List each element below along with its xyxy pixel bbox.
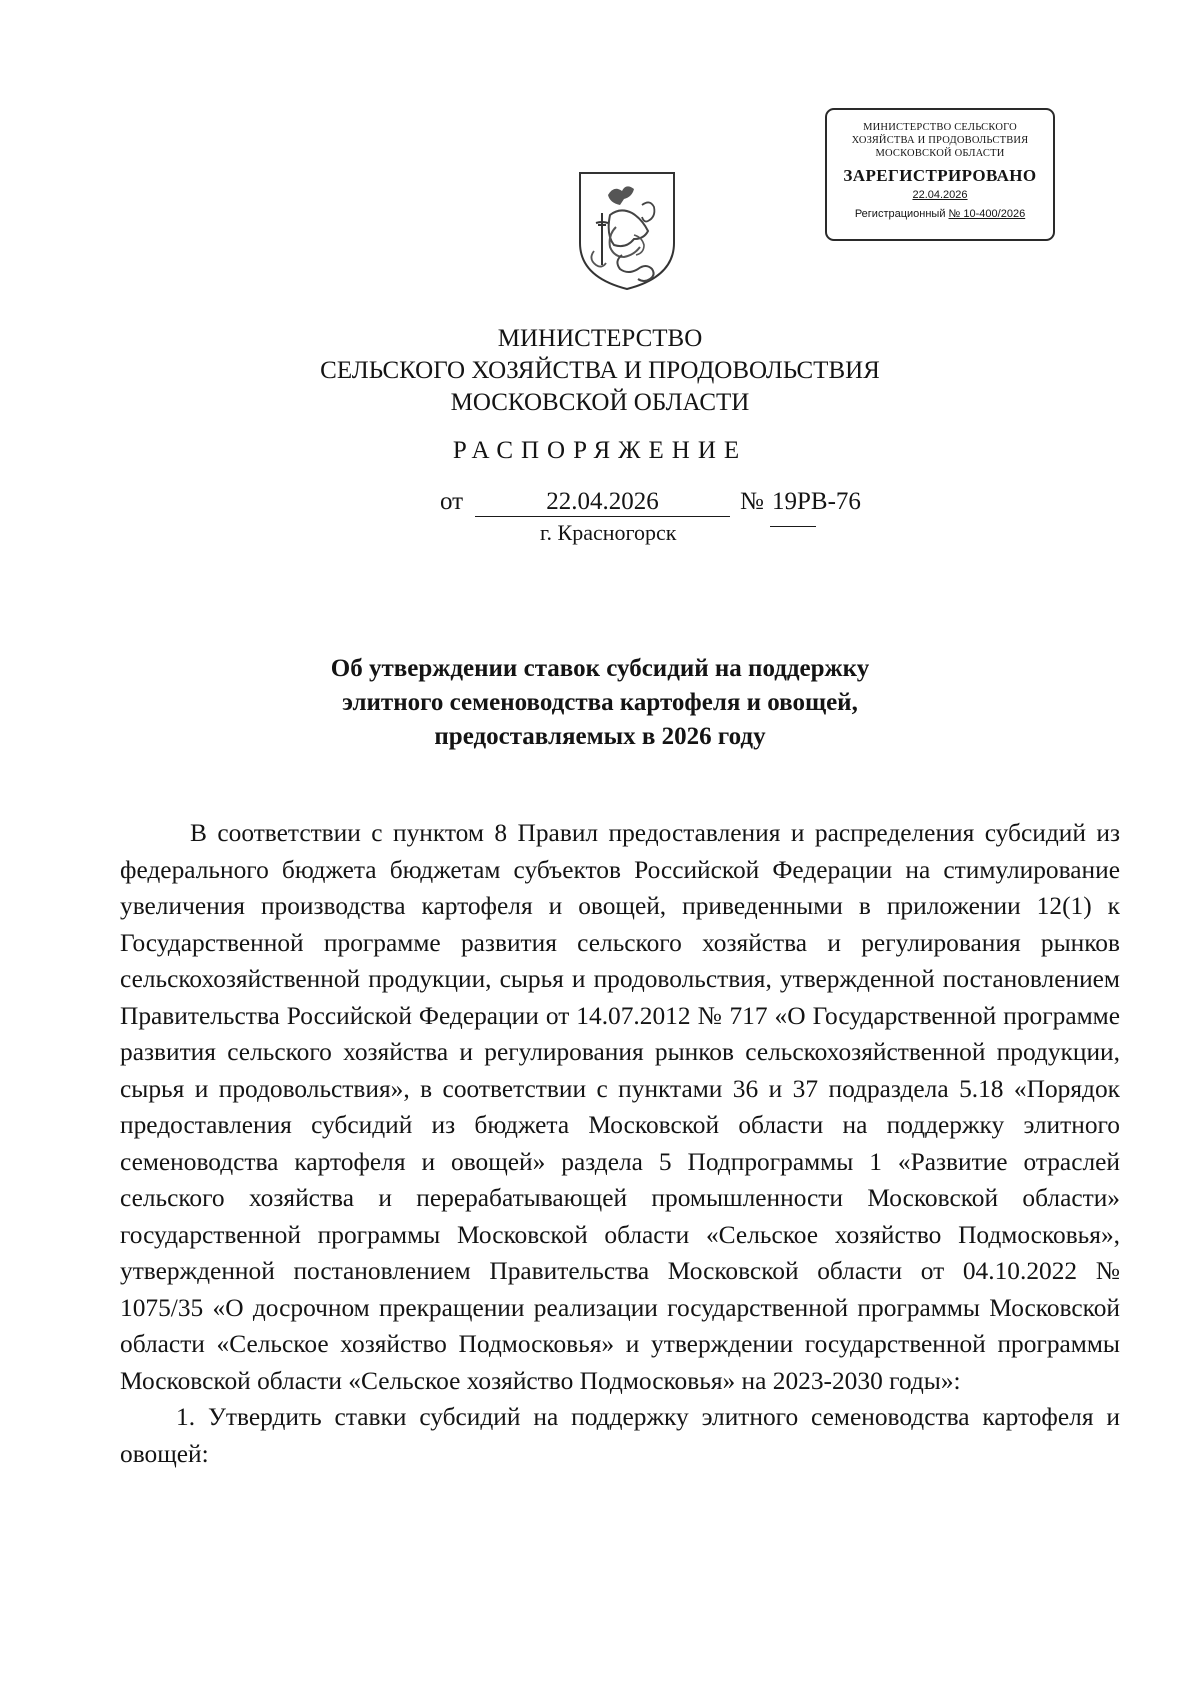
preamble-paragraph: В соответствии с пунктом 8 Правил предоставления и распределения субсидий из федерального бюджета бюджетам субъектов Российской Федерации на стимулирование увеличения производства картофеля и овощей, приведенными в приложении 12(1) к Государственной программе развития сельского хозяйства и регулирования рынков сельскохозяйственной продукции, сырья и продовольствия, утвержденной постановлением Правительства Российской Федерации от 14.07.2012 № 717 «О Государственной программе развития сельского хозяйства и регулирования рынков сельскохозяйственной продукции, сырья и продовольствия», в соответствии с пунктами 36 и 37 подраздела 5.18 «Порядок предоставления субсидий из бюджета Московской области на поддержку элитного семеноводства картофеля и овощей» раздела 5 Подпрограммы 1 «Развитие отраслей сельского хозяйства и перерабатывающей промышленности Московской области» государственной программы Московской области «Сельское хозяйство Подмосковья», утвержденной постановлением Правительства Московской области от 04.10.2022 № 1075/35 «О досрочном прекращении реализации государственной программы Московской области «Сельское хозяйство Подмосковья» и утверждении государственной программы Московской области «Сельское хозяйство Подмосковья» на 2023-2030 годы»: — [120, 819, 1120, 1395]
date-label: от — [440, 488, 464, 515]
stamp-reg-number: № 10-400/2026 — [948, 208, 1026, 220]
document-title-line: предоставляемых в 2026 году — [434, 723, 766, 750]
stamp-date: 22.04.2026 — [912, 189, 968, 201]
order-item-1: 1. Утвердить ставки субсидий на поддержку элитного семеноводства картофеля и овощей: — [120, 1403, 1120, 1468]
order-city: г. Красногорск — [540, 520, 677, 545]
document-title-line: Об утверждении ставок субсидий на поддержку — [330, 655, 870, 682]
stamp-org-line: МИНИСТЕРСТВО СЕЛЬСКОГО — [863, 122, 1017, 133]
stamp-organization — [827, 121, 1053, 160]
ministry-name-line: МОСКОВСКОЙ ОБЛАСТИ — [450, 389, 750, 416]
document-body — [120, 815, 1120, 1472]
ministry-name-line: МИНИСТЕРСТВО — [497, 325, 703, 352]
number-label: № — [740, 488, 764, 515]
document-title-line: элитного семеноводства картофеля и овощей, — [342, 689, 858, 716]
moscow-oblast-coat-of-arms-icon — [572, 165, 682, 295]
stamp-registered-label: ЗАРЕГИСТРИРОВАНО — [843, 166, 1037, 185]
registration-stamp — [825, 108, 1055, 241]
stamp-reg-label: Регистрационный — [854, 208, 949, 220]
order-number: 19РВ-76 — [772, 488, 861, 515]
ministry-name-line: СЕЛЬСКОГО ХОЗЯЙСТВА И ПРОДОВОЛЬСТВИЯ — [320, 357, 880, 384]
ministry-header — [300, 323, 900, 419]
order-date: 22.04.2026 — [475, 488, 730, 517]
order-type-title: РАСПОРЯЖЕНИЕ — [452, 437, 748, 464]
stamp-org-line: ХОЗЯЙСТВА И ПРОДОВОЛЬСТВИЯ — [851, 135, 1029, 146]
stamp-org-line: МОСКОВСКОЙ ОБЛАСТИ — [875, 148, 1005, 159]
number-underline — [770, 526, 816, 527]
document-title — [300, 652, 900, 754]
stamp-registration-number — [827, 208, 1053, 220]
